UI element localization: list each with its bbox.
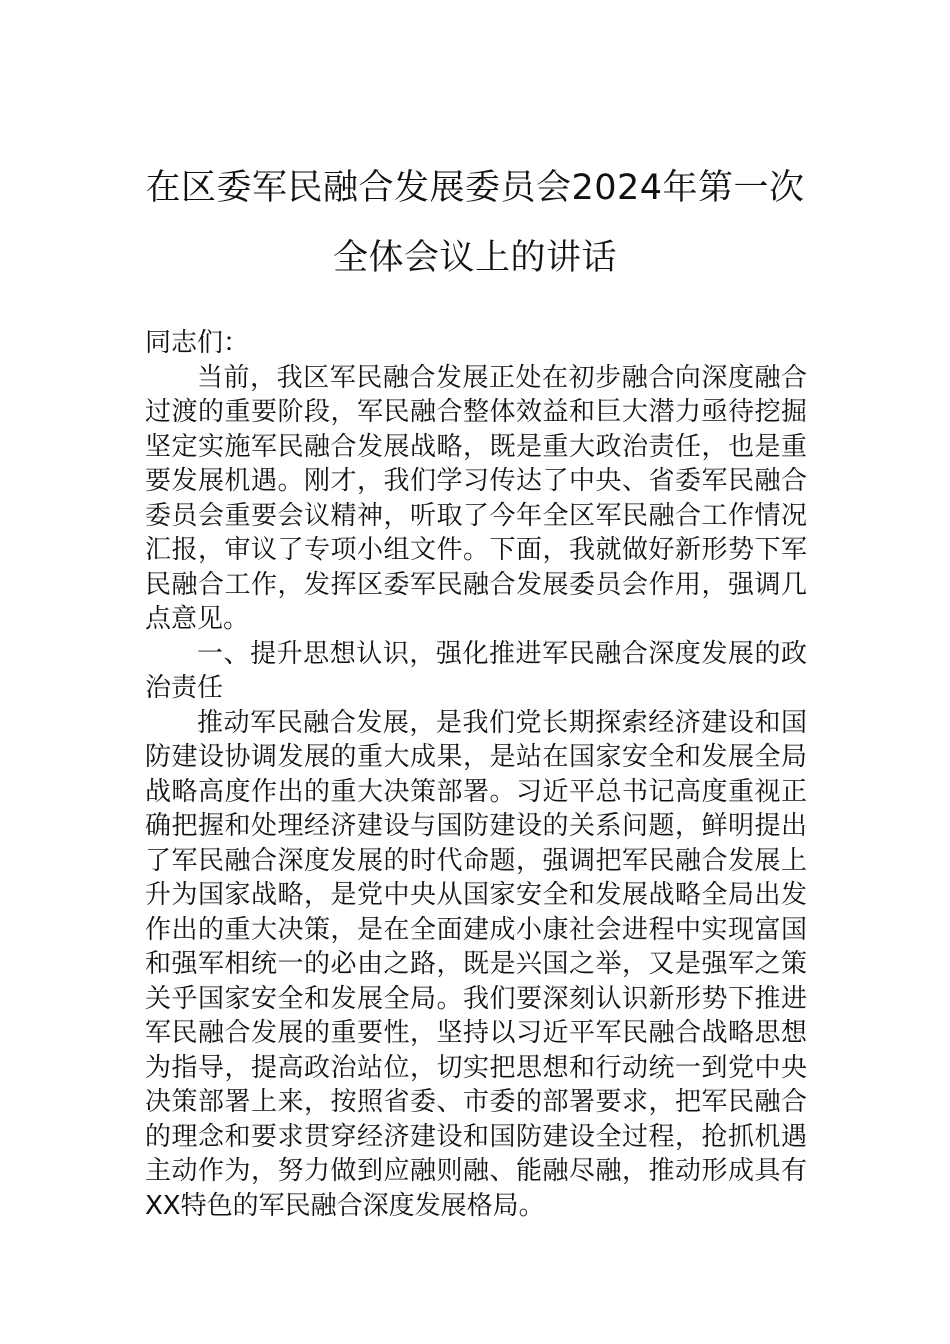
text-line: 决策部署上来，按照省委、市委的部署要求，把军民融合: [145, 1087, 807, 1117]
section-heading-1: [145, 637, 807, 706]
text-line: 推动军民融合发展，是我们党长期探索经济建设和国: [197, 707, 807, 738]
text-line: 汇报，审议了专项小组文件。下面，我就做好新形势下军: [145, 535, 807, 565]
text-line: 为指导，提高政治站位，切实把思想和行动统一到党中央: [145, 1052, 807, 1083]
document-title-line-1: 在区委军民融合发展委员会2024年第一次: [145, 168, 805, 208]
text-line: 点意见。: [145, 604, 250, 634]
text-line: 确把握和处理经济建设与国防建设的关系问题，鲜明提出: [145, 811, 807, 841]
document-body: [145, 326, 807, 1223]
text-line: 主动作为，努力做到应融则融、能融尽融，推动形成具有: [145, 1156, 807, 1186]
text-line: 军民融合发展的重要性，坚持以习近平军民融合战略思想: [145, 1018, 807, 1048]
text-line: 和强军相统一的必由之路，既是兴国之举，又是强军之策: [145, 949, 807, 979]
text-line: 民融合工作，发挥区委军民融合发展委员会作用，强调几: [145, 569, 807, 600]
heading-line: 一、提升思想认识，强化推进军民融合深度发展的政: [197, 638, 807, 669]
text-line: 要发展机遇。刚才，我们学习传达了中央、省委军民融合: [145, 466, 807, 496]
text-line: XX特色的军民融合深度发展格局。: [145, 1190, 545, 1221]
text-line: 委员会重要会议精神，听取了今年全区军民融合工作情况: [145, 500, 807, 531]
text-line: 了军民融合深度发展的时代命题，强调把军民融合发展上: [145, 845, 807, 876]
text-line: 升为国家战略，是党中央从国家安全和发展战略全局出发: [145, 880, 807, 910]
text-line: 当前，我区军民融合发展正处在初步融合向深度融合: [197, 362, 807, 393]
text-line: 战略高度作出的重大决策部署。习近平总书记高度重视正: [145, 776, 807, 807]
text-line: 防建设协调发展的重大成果，是站在国家安全和发展全局: [145, 742, 807, 772]
text-line: 的理念和要求贯穿经济建设和国防建设全过程，抢抓机遇: [145, 1121, 807, 1152]
paragraph-intro: [145, 361, 807, 637]
document-title-line-2: 全体会议上的讲话: [332, 238, 617, 278]
heading-line: 治责任: [145, 673, 224, 703]
text-line: 关乎国家安全和发展全局。我们要深刻认识新形势下推进: [145, 983, 807, 1014]
text-line: 作出的重大决策，是在全面建成小康社会进程中实现富国: [145, 914, 807, 945]
salutation: 同志们：: [145, 328, 250, 358]
text-line: 过渡的重要阶段，军民融合整体效益和巨大潜力亟待挖掘: [145, 397, 807, 427]
paragraph-section-1: [145, 706, 807, 1224]
text-line: 坚定实施军民融合发展战略，既是重大政治责任，也是重: [145, 431, 807, 462]
